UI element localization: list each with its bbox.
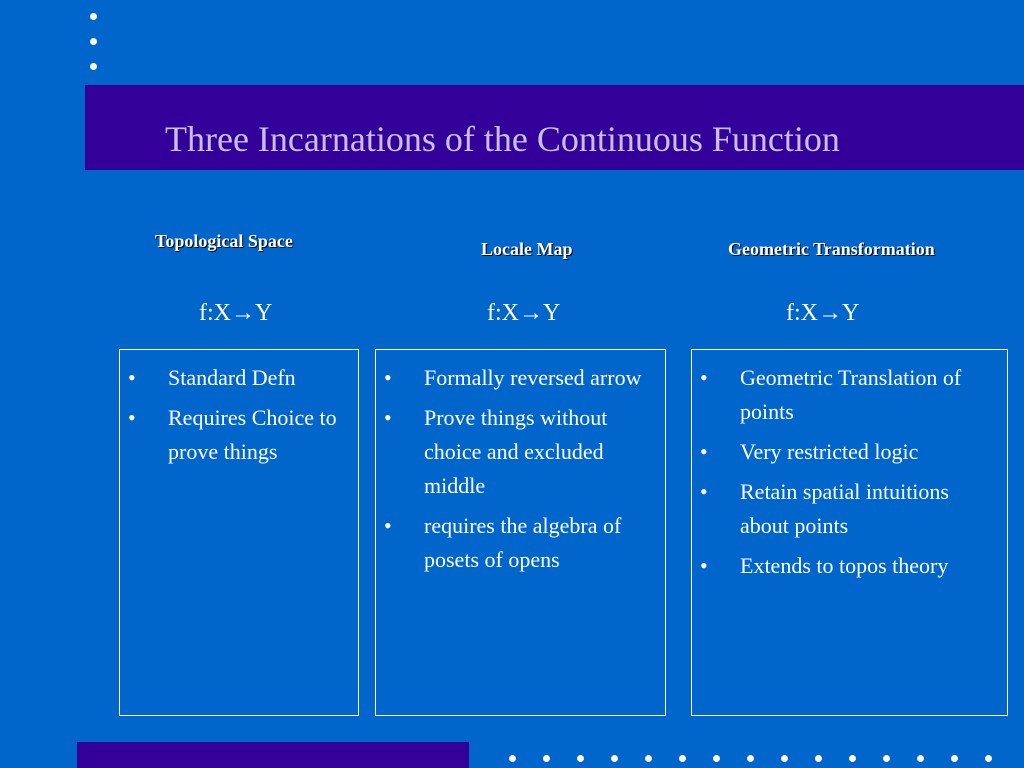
decorative-dot <box>917 755 924 762</box>
bullet-icon: • <box>128 405 136 430</box>
bullet-icon: • <box>128 365 136 390</box>
list-item <box>128 361 350 395</box>
geometric-transformation-box <box>691 349 1008 716</box>
list-item-text: Extends to topos theory <box>740 553 949 578</box>
topological-space-list <box>120 350 358 469</box>
decorative-dot <box>645 755 652 762</box>
list-item-text: Prove things without choice and excluded middle <box>424 405 608 498</box>
list-item-text: requires the algebra of posets of opens <box>424 513 622 572</box>
formula-topological-space: f:X→Y <box>199 300 273 326</box>
decorative-dot <box>611 755 618 762</box>
locale-map-box <box>375 349 666 716</box>
decorative-dot <box>577 755 584 762</box>
decorative-dot <box>985 755 992 762</box>
decorative-dot <box>543 755 550 762</box>
decorative-dot <box>509 755 516 762</box>
list-item <box>700 435 999 469</box>
list-item <box>384 509 657 577</box>
list-item <box>700 475 999 543</box>
list-item-text: Standard Defn <box>168 365 296 390</box>
bullet-icon: • <box>700 553 708 578</box>
list-item <box>700 361 999 429</box>
formula-locale-map: f:X→Y <box>487 300 561 326</box>
list-item-text: Formally reversed arrow <box>424 365 642 390</box>
list-item <box>700 549 999 583</box>
list-item-text: Geometric Translation of points <box>740 365 962 424</box>
bullet-icon: • <box>700 365 708 390</box>
column-heading-topological-space: Topological Space <box>155 231 293 251</box>
decorative-dot <box>951 755 958 762</box>
decorative-dot <box>90 13 97 20</box>
list-item <box>384 401 657 503</box>
bullet-icon: • <box>700 479 708 504</box>
list-item-text: Requires Choice to prove things <box>168 405 337 464</box>
decorative-dot <box>679 755 686 762</box>
formula-geometric-transformation: f:X→Y <box>786 300 860 326</box>
topological-space-box <box>119 349 359 716</box>
decorative-dot <box>781 755 788 762</box>
bullet-icon: • <box>384 405 392 430</box>
decorative-dot <box>747 755 754 762</box>
list-item <box>384 361 657 395</box>
locale-map-list <box>376 350 665 577</box>
bullet-icon: • <box>384 365 392 390</box>
bullet-icon: • <box>700 439 708 464</box>
list-item-text: Retain spatial intuitions about points <box>740 479 949 538</box>
column-heading-locale-map: Locale Map <box>481 239 573 259</box>
geometric-transformation-list <box>692 350 1007 583</box>
decorative-dot <box>90 38 97 45</box>
decorative-dot <box>849 755 856 762</box>
decorative-dot <box>883 755 890 762</box>
slide-title: Three Incarnations of the Continuous Function <box>165 119 840 159</box>
decorative-dot <box>713 755 720 762</box>
decorative-dot <box>815 755 822 762</box>
decorative-dot <box>90 63 97 70</box>
bottom-band <box>77 742 469 768</box>
bullet-icon: • <box>384 513 392 538</box>
column-heading-geometric-transformation: Geometric Transformation <box>728 239 935 259</box>
list-item-text: Very restricted logic <box>740 439 919 464</box>
list-item <box>128 401 350 469</box>
